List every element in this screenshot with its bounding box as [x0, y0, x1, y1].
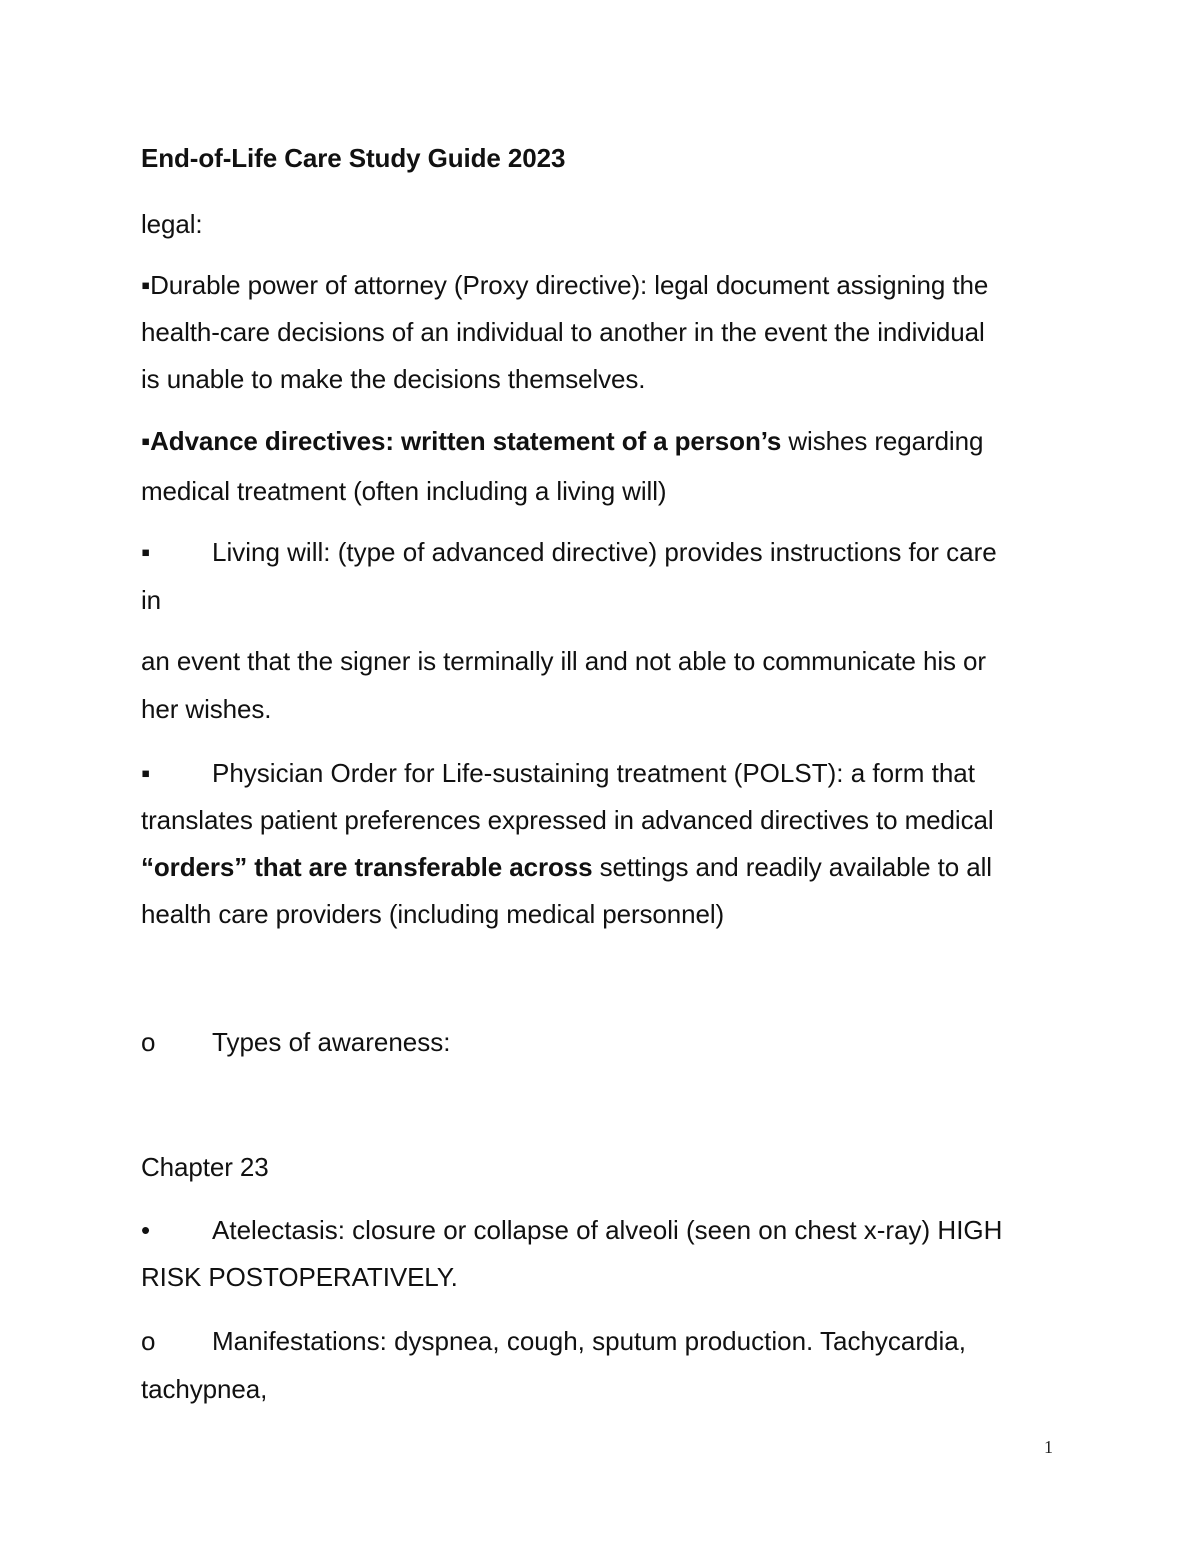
advance-directives-rest: wishes regarding: [781, 426, 984, 456]
living-will-wrap: in: [141, 585, 162, 615]
polst-rest: settings and readily available to all: [592, 852, 992, 882]
awareness-text: Types of awareness:: [212, 1027, 451, 1057]
legal-heading: legal:: [141, 209, 203, 239]
living-will-bullet: ▪: [141, 537, 151, 567]
living-will-line-3: her wishes.: [141, 694, 272, 724]
polst-line-3: [141, 852, 992, 882]
dpoa-line-1: ▪Durable power of attorney (Proxy directive): legal document assigning the: [141, 270, 989, 300]
dpoa-line-2: health-care decisions of an individual to another in the event the individual: [141, 317, 985, 347]
dpoa-line-3: is unable to make the decisions themselves.: [141, 364, 646, 394]
chapter-heading: Chapter 23: [141, 1152, 269, 1182]
advance-directives-bold: ▪Advance directives: written statement of a person’s: [141, 426, 782, 456]
polst-line-2: translates patient preferences expressed in advanced directives to medical: [141, 805, 994, 835]
atelectasis-bullet: •: [141, 1215, 151, 1245]
polst-line-1: Physician Order for Life-sustaining treatment (POLST): a form that: [212, 758, 975, 788]
polst-bullet: ▪: [141, 758, 151, 788]
atelectasis-line-1: Atelectasis: closure or collapse of alveoli (seen on chest x-ray) HIGH: [212, 1215, 1003, 1245]
manifestations-line-2: tachypnea,: [141, 1374, 268, 1404]
living-will-line-1: Living will: (type of advanced directive) provides instructions for care: [212, 537, 997, 567]
living-will-line-2: an event that the signer is terminally ill and not able to communicate his or: [141, 646, 986, 676]
manifestations-line-1: Manifestations: dyspnea, cough, sputum production. Tachycardia,: [212, 1326, 966, 1356]
advance-directives-line-2: medical treatment (often including a living will): [141, 476, 667, 506]
page-number: 1: [1044, 1437, 1053, 1457]
atelectasis-line-2: RISK POSTOPERATIVELY.: [141, 1262, 458, 1292]
polst-bold: “orders” that are transferable across: [141, 852, 593, 882]
document-title: End-of-Life Care Study Guide 2023: [141, 143, 566, 173]
awareness-bullet: o: [141, 1027, 156, 1057]
advance-directives-line-1: [141, 426, 983, 456]
manifestations-bullet: o: [141, 1326, 156, 1356]
polst-line-4: health care providers (including medical personnel): [141, 899, 725, 929]
